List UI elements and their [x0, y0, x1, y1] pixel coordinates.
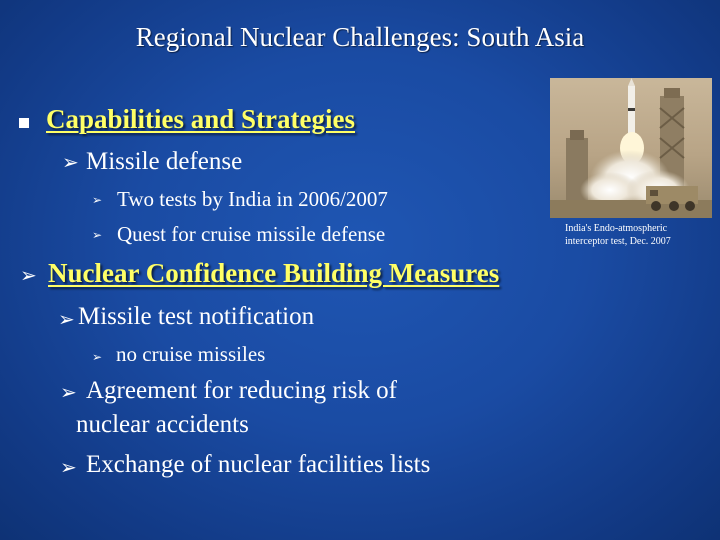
item-agreement-line1: Agreement for reducing risk of [86, 377, 397, 404]
subitem-no-cruise-missiles: no cruise missiles [116, 342, 266, 366]
arrow-bullet-icon: ➢ [62, 150, 79, 174]
photo-caption-line: India's Endo-atmospheric [565, 223, 668, 234]
arrow-bullet-icon: ➢ [92, 193, 103, 207]
section-heading-capabilities: Capabilities and Strategies [46, 104, 356, 134]
missile-launch-photo [550, 78, 712, 218]
arrow-bullet-icon: ➢ [60, 380, 77, 404]
section-heading-cbm: Nuclear Confidence Building Measures [48, 258, 500, 288]
subitem-cruise-defense: Quest for cruise missile defense [117, 222, 386, 246]
arrow-bullet-icon: ➢ [58, 307, 75, 331]
item-exchange-lists: Exchange of nuclear facilities lists [86, 451, 431, 478]
subitem-two-tests: Two tests by India in 2006/2007 [117, 187, 388, 211]
arrow-bullet-icon: ➢ [60, 455, 77, 479]
photo-caption [565, 222, 715, 248]
photo-caption-line: interceptor test, Dec. 2007 [565, 236, 671, 247]
arrow-bullet-icon: ➢ [92, 350, 103, 364]
item-missile-defense: Missile defense [86, 148, 243, 175]
arrow-bullet-icon: ➢ [92, 228, 103, 242]
square-bullet-icon [19, 118, 29, 128]
item-agreement-line2: nuclear accidents [76, 411, 249, 438]
item-missile-test-notification: Missile test notification [78, 303, 315, 330]
slide-title: Regional Nuclear Challenges: South Asia [135, 22, 585, 52]
arrow-bullet-icon: ➢ [20, 263, 37, 287]
